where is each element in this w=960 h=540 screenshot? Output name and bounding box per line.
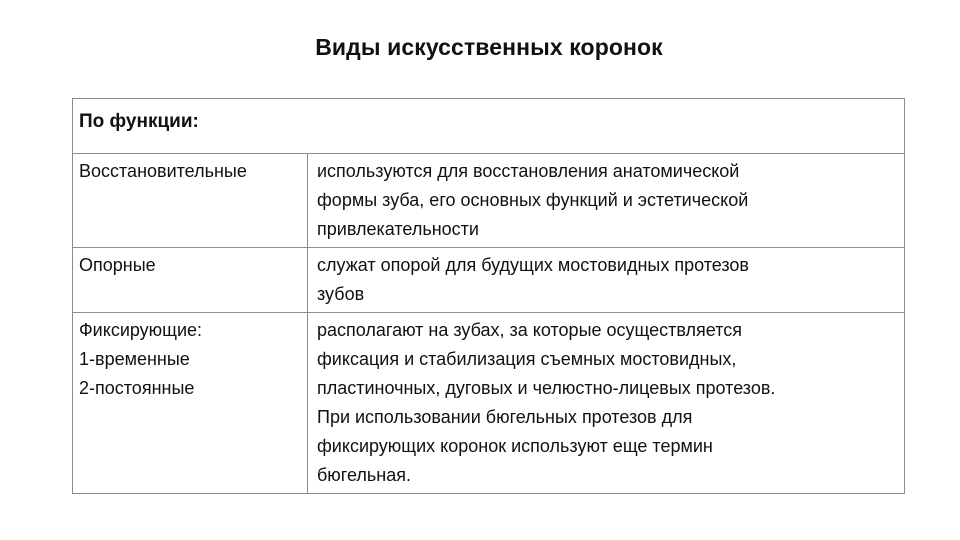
description-line: фиксирующих коронок используют еще термин — [317, 436, 713, 456]
crown-type-cell — [73, 313, 308, 494]
crown-description-cell — [308, 248, 905, 313]
description-line: При использовании бюгельных протезов для — [317, 407, 693, 427]
description-line: служат опорой для будущих мостовидных протезов — [317, 255, 749, 275]
crown-type-cell — [73, 248, 308, 313]
table-header-cell: По функции: — [73, 99, 905, 154]
crown-type-label: Фиксирующие: — [79, 320, 203, 340]
description-line: зубов — [317, 284, 365, 304]
description-line: пластиночных, дуговых и челюстно-лицевых протезов. — [317, 378, 776, 398]
description-line: формы зуба, его основных функций и эстетической — [317, 190, 749, 210]
table-row-restorative — [73, 154, 905, 248]
crown-subtype-label: 1-временные — [79, 349, 190, 369]
crown-description-cell — [308, 154, 905, 248]
crown-subtype-label: 2-постоянные — [79, 378, 195, 398]
table-row-fixing — [73, 313, 905, 494]
crown-type-label: Восстановительные — [79, 161, 247, 181]
table-header-row — [73, 99, 905, 154]
description-line: привлекательности — [317, 219, 479, 239]
table-row-abutment — [73, 248, 905, 313]
crown-types-table — [72, 98, 905, 494]
description-line: фиксация и стабилизация съемных мостовидных, — [317, 349, 737, 369]
slide-title: Виды искусственных коронок — [315, 34, 663, 60]
crown-type-cell — [73, 154, 308, 248]
description-line: бюгельная. — [317, 465, 411, 485]
description-line: располагают на зубах, за которые осуществляется — [317, 320, 742, 340]
crown-description-cell — [308, 313, 905, 494]
crown-type-label: Опорные — [79, 255, 156, 275]
description-line: используются для восстановления анатомической — [317, 161, 740, 181]
